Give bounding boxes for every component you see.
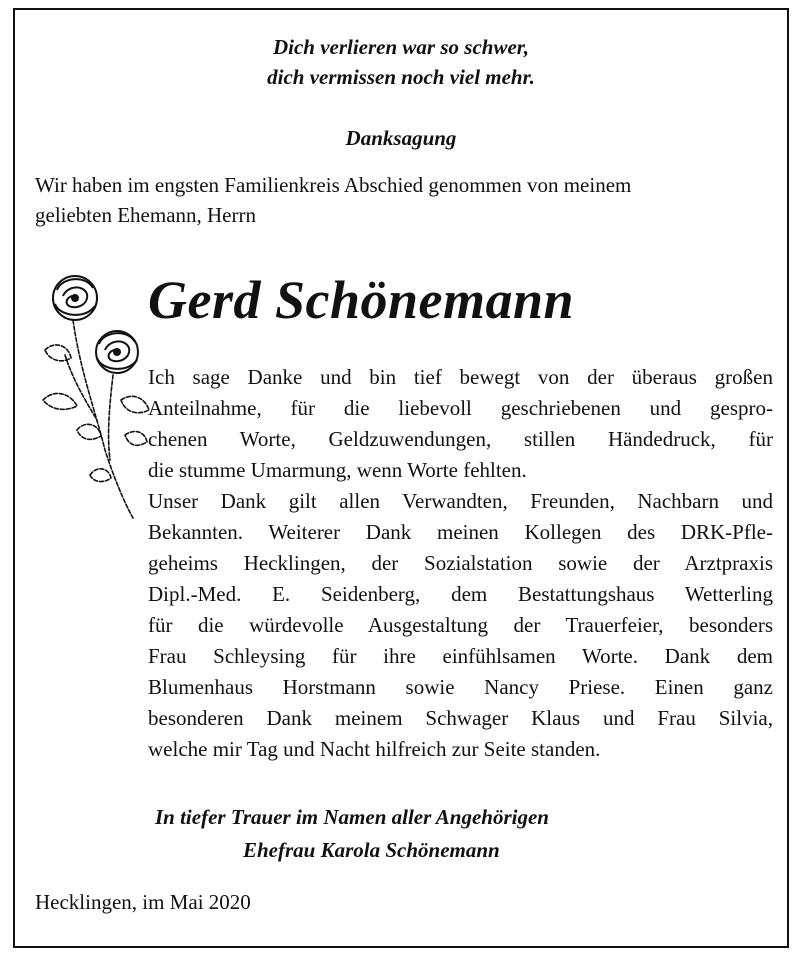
motto — [15, 32, 787, 92]
rose-icon — [25, 260, 150, 530]
body-line: Anteilnahme, für die liebevoll geschriebenen und gespro- — [148, 396, 773, 420]
motto-line-1: Dich verlieren war so schwer, — [272, 35, 530, 59]
body-line: Blumenhaus Horstmann sowie Nancy Priese. Einen ganz — [148, 675, 773, 699]
signature-line-2: Ehefrau Karola Schönemann — [243, 838, 500, 862]
intro-text — [35, 170, 775, 230]
body-line: welche mir Tag und Nacht hilfreich zur Seite standen. — [148, 737, 601, 761]
place-date: Hecklingen, im Mai 2020 — [35, 890, 251, 914]
body-line: chenen Worte, Geldzuwendungen, stillen Händedruck, für — [148, 427, 773, 451]
body-line: Bekannten. Weiterer Dank meinen Kollegen des DRK-Pfle- — [148, 520, 773, 544]
body-line: geheims Hecklingen, der Sozialstation sowie der Arztpraxis — [148, 551, 773, 575]
signature-line-1: In tiefer Trauer im Namen aller Angehörigen — [155, 805, 549, 829]
body-line: Frau Schleysing für ihre einfühlsamen Worte. Dank dem — [148, 644, 773, 668]
heading: Danksagung — [345, 126, 457, 150]
intro-line-2: geliebten Ehemann, Herrn — [35, 203, 256, 227]
body-line: Ich sage Danke und bin tief bewegt von der überaus großen — [148, 365, 773, 389]
intro-line-1: Wir haben im engsten Familienkreis Abschied genommen von meinem — [35, 173, 632, 197]
body-line: für die würdevolle Ausgestaltung der Trauerfeier, besonders — [148, 613, 773, 637]
deceased-name: Gerd Schönemann — [148, 270, 575, 330]
body-line: Dipl.-Med. E. Seidenberg, dem Bestattungshaus Wetterling — [148, 582, 773, 606]
body-text — [148, 362, 773, 765]
motto-line-2: dich vermissen noch viel mehr. — [267, 65, 535, 89]
body-line: die stumme Umarmung, wenn Worte fehlten. — [148, 458, 527, 482]
body-line: besonderen Dank meinem Schwager Klaus und Frau Silvia, — [148, 706, 773, 730]
notice-frame — [13, 8, 789, 948]
body-line: Unser Dank gilt allen Verwandten, Freunden, Nachbarn und — [148, 489, 773, 513]
